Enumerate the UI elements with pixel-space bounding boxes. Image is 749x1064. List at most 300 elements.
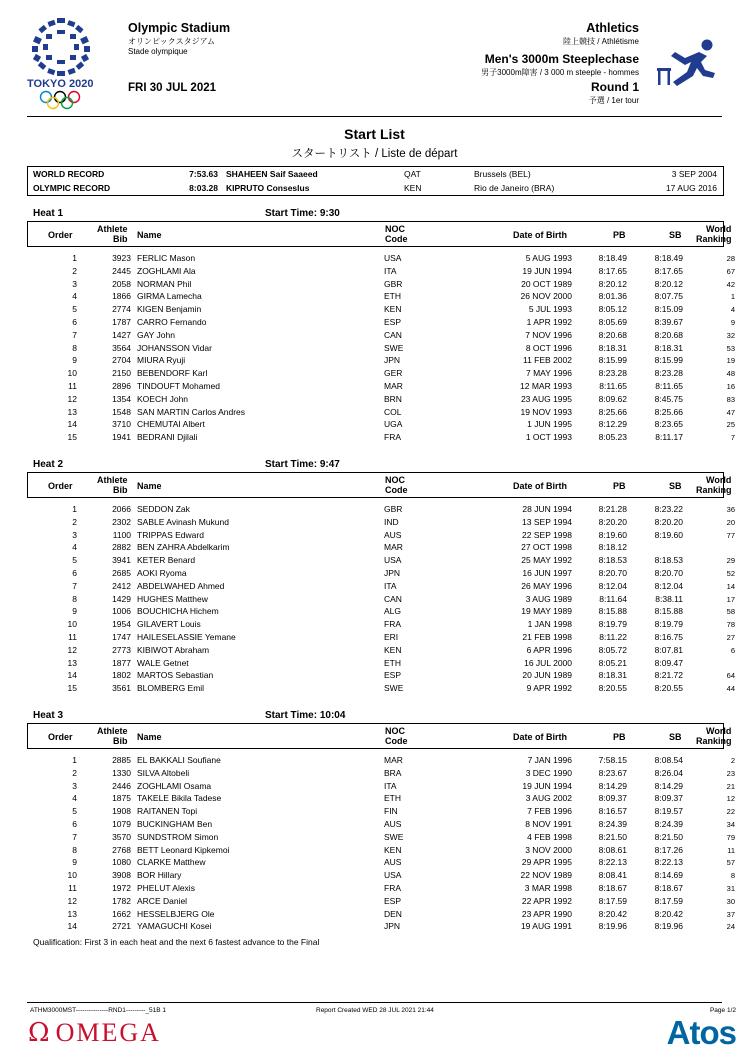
column-athlete: Athlete	[97, 726, 128, 736]
cell-rank: 30	[726, 896, 735, 906]
qualification-note: Qualification: First 3 in each heat and the next 6 fastest advance to the Final	[33, 937, 320, 947]
cell-order: 5	[72, 806, 77, 817]
cell-dob: 22 SEP 1998	[522, 529, 572, 540]
cell-bib: 1429	[112, 593, 131, 604]
table-row	[27, 670, 735, 683]
cell-rank: 19	[726, 356, 735, 366]
cell-dob: 3 MAR 1998	[524, 883, 572, 893]
cell-bib: 1787	[112, 317, 131, 327]
column-order: Order	[48, 230, 73, 240]
cell-sb: 8:14.29	[654, 780, 683, 791]
record-holder: KIPRUTO Conseslus	[226, 183, 310, 193]
cell-order: 8	[72, 593, 77, 604]
round-name-sub: 予選 / 1er tour	[588, 96, 639, 105]
omega-symbol-icon: Ω	[28, 1018, 50, 1048]
table-row	[27, 419, 735, 432]
round-name: Round 1	[591, 80, 639, 94]
column-order: Order	[48, 481, 73, 491]
cell-rank: 4	[730, 305, 735, 315]
event-name-sub: 男子3000m障害 / 3 000 m steeple - hommes	[481, 68, 639, 77]
cell-rank: 58	[726, 607, 735, 617]
cell-bib: 2896	[112, 381, 131, 391]
cell-pb: 8:24.39	[598, 819, 627, 829]
cell-name: CLARKE Matthew	[137, 857, 206, 868]
record-place: Brussels (BEL)	[474, 169, 531, 179]
cell-pb: 8:25.66	[598, 406, 627, 417]
cell-dob: 27 OCT 1998	[521, 542, 572, 553]
cell-noc: UGA	[384, 419, 403, 430]
cell-pb: 8:05.21	[598, 657, 627, 668]
cell-pb: 8:23.28	[598, 368, 627, 379]
cell-pb: 7:58.15	[598, 755, 627, 765]
column-noc: NOC	[385, 475, 405, 485]
cell-bib: 1330	[112, 767, 131, 778]
cell-pb: 8:20.42	[598, 908, 627, 919]
cell-sb: 8:23.22	[654, 504, 683, 514]
cell-sb: 8:19.96	[654, 921, 683, 932]
cell-sb: 8:21.72	[654, 670, 683, 681]
cell-order: 5	[72, 304, 77, 315]
column-name: Name	[137, 732, 162, 742]
cell-noc: MAR	[384, 542, 403, 553]
heat-table-header	[27, 221, 732, 247]
column-sb: SB	[669, 230, 682, 240]
cell-bib: 2058	[112, 278, 131, 289]
cell-order: 3	[72, 278, 77, 289]
cell-dob: 3 DEC 1990	[525, 767, 572, 778]
table-row	[27, 580, 735, 594]
cell-sb: 8:18.49	[654, 253, 683, 263]
cell-rank: 42	[726, 279, 735, 289]
cell-noc: ERI	[384, 632, 399, 642]
cell-bib: 2774	[112, 304, 131, 315]
cell-rank: 27	[726, 633, 735, 642]
cell-order: 9	[72, 355, 77, 366]
table-row	[27, 857, 735, 870]
table-row	[27, 644, 735, 658]
cell-noc: MAR	[384, 381, 403, 391]
cell-dob: 19 JUN 1994	[522, 780, 572, 791]
cell-order: 11	[68, 632, 77, 642]
cell-dob: 6 APR 1996	[526, 644, 572, 655]
cell-order: 8	[72, 342, 77, 353]
cell-name: CARRO Fernando	[137, 317, 207, 327]
cell-sb: 8:12.04	[654, 580, 683, 591]
records-box	[27, 166, 724, 196]
venue-name-fr: Stade olympique	[128, 47, 188, 56]
cell-rank: 1	[730, 292, 735, 302]
cell-pb: 8:21.28	[598, 504, 627, 514]
cell-rank: 79	[726, 832, 735, 842]
cell-dob: 20 JUN 1989	[522, 670, 572, 681]
column-noc: NOC	[385, 224, 405, 234]
cell-name: BLOMBERG Emil	[137, 683, 205, 694]
cell-order: 12	[67, 393, 77, 404]
tokyo-2020-emblem	[30, 16, 92, 78]
event-name: Men's 3000m Steeplechase	[484, 52, 639, 66]
cell-pb: 8:05.12	[598, 304, 627, 315]
cell-noc: KEN	[384, 644, 402, 655]
cell-name: BEN ZAHRA Abdelkarim	[137, 542, 230, 553]
cell-name: KIGEN Benjamin	[137, 304, 202, 315]
cell-pb: 8:15.88	[598, 606, 627, 617]
cell-rank: 67	[726, 266, 735, 276]
table-row	[27, 393, 735, 407]
heat-label: Heat 2	[33, 459, 64, 470]
cell-pb: 8:20.68	[598, 329, 627, 340]
omega-logo	[28, 1018, 161, 1048]
cell-name: HAILESELASSIE Yemane	[137, 632, 236, 642]
cell-noc: KEN	[384, 844, 402, 855]
cell-pb: 8:14.29	[598, 780, 627, 791]
table-row	[27, 253, 735, 266]
table-row	[27, 291, 735, 304]
cell-order: 2	[72, 265, 77, 276]
cell-bib: 1972	[112, 883, 131, 893]
cell-name: SEDDON Zak	[137, 504, 190, 514]
cell-rank: 53	[726, 343, 735, 353]
cell-order: 6	[72, 819, 77, 829]
cell-name: YAMAGUCHI Kosei	[137, 921, 212, 932]
cell-order: 13	[67, 908, 77, 919]
table-row	[27, 908, 735, 922]
table-row	[27, 606, 735, 619]
cell-dob: 20 OCT 1989	[521, 278, 572, 289]
header-rule	[27, 116, 722, 117]
table-row	[27, 921, 735, 934]
cell-sb: 8:17.26	[654, 844, 683, 855]
heat-label: Heat 3	[33, 710, 64, 721]
cell-noc: AUS	[384, 857, 402, 868]
olympic-record-row	[28, 181, 723, 195]
cell-sb: 8:11.65	[655, 381, 683, 391]
heat-table-header	[27, 723, 732, 749]
cell-rank: 24	[726, 922, 735, 932]
cell-order: 13	[67, 657, 77, 668]
cell-pb: 8:23.67	[598, 767, 627, 778]
cell-sb: 8:08.54	[654, 755, 683, 765]
cell-order: 12	[67, 895, 77, 906]
cell-pb: 8:18.67	[598, 883, 627, 893]
table-row	[27, 883, 735, 896]
column-code: Code	[385, 234, 408, 244]
steeplechase-pictogram-icon	[655, 38, 723, 93]
cell-pb: 8:15.99	[598, 355, 627, 366]
cell-rank: 36	[726, 505, 735, 514]
cell-rank: 77	[726, 530, 735, 540]
cell-bib: 1954	[112, 619, 131, 630]
cell-order: 15	[67, 432, 77, 443]
cell-dob: 7 FEB 1996	[527, 806, 572, 817]
cell-bib: 2773	[112, 644, 131, 655]
cell-bib: 1802	[112, 670, 131, 681]
cell-sb: 8:20.68	[654, 329, 683, 340]
column-pb: PB	[613, 732, 626, 742]
cell-pb: 8:09.37	[598, 793, 627, 804]
cell-order: 7	[72, 580, 77, 591]
cell-rank: 44	[726, 684, 735, 694]
cell-pb: 8:05.72	[598, 644, 627, 655]
cell-dob: 19 NOV 1993	[520, 406, 572, 417]
cell-bib: 1100	[112, 529, 131, 540]
cell-pb: 8:18.12	[598, 542, 627, 553]
cell-bib: 1006	[112, 606, 131, 617]
cell-pb: 8:09.62	[598, 393, 627, 404]
cell-noc: ALG	[384, 606, 402, 617]
heat-label: Heat 1	[33, 208, 64, 219]
cell-noc: JPN	[384, 921, 401, 932]
cell-order: 4	[72, 291, 77, 302]
cell-name: ZOGHLAMI Ala	[137, 265, 196, 276]
column-pb: PB	[613, 230, 626, 240]
record-label: OLYMPIC RECORD	[33, 183, 111, 193]
cell-sb: 8:16.75	[654, 632, 683, 642]
cell-noc: FRA	[384, 883, 401, 893]
report-code: ATHM3000MST---------------RND1---------_51B 1	[30, 1007, 167, 1014]
cell-name: BOR Hillary	[137, 870, 182, 881]
cell-bib: 3923	[112, 253, 131, 263]
cell-name: BEDRANI Djilali	[137, 432, 198, 443]
cell-pb: 8:05.69	[598, 317, 627, 327]
table-row	[27, 755, 735, 768]
table-row	[27, 683, 735, 696]
cell-bib: 2885	[112, 755, 131, 765]
cell-rank: 12	[726, 794, 735, 804]
heat-start-time: Start Time: 9:30	[265, 208, 340, 219]
column-ranking: Ranking	[696, 234, 732, 244]
column-sb: SB	[669, 481, 682, 491]
cell-rank: 29	[726, 556, 735, 566]
column-order: Order	[48, 732, 73, 742]
column-bib: Bib	[113, 234, 128, 244]
cell-name: CHEMUTAI Albert	[137, 419, 205, 430]
cell-name: JOHANSSON Vidar	[137, 342, 212, 353]
table-row	[27, 555, 735, 568]
cell-order: 11	[68, 381, 77, 391]
cell-noc: BRA	[384, 767, 402, 778]
cell-sb: 8:18.67	[654, 883, 683, 893]
cell-name: ARCE Daniel	[137, 895, 188, 906]
table-row	[27, 329, 735, 343]
cell-pb: 8:05.23	[598, 432, 627, 443]
cell-name: GAY John	[137, 329, 175, 340]
cell-order: 6	[72, 317, 77, 327]
cell-bib: 1941	[112, 432, 131, 443]
cell-noc: KEN	[384, 304, 402, 315]
cell-noc: ETH	[384, 291, 401, 302]
cell-order: 2	[72, 767, 77, 778]
cell-rank: 25	[726, 420, 735, 430]
cell-sb: 8:09.37	[654, 793, 683, 804]
cell-dob: 19 AUG 1991	[520, 921, 572, 932]
cell-sb: 8:11.17	[655, 432, 683, 443]
cell-pb: 8:18.31	[598, 342, 627, 353]
column-bib: Bib	[113, 485, 128, 495]
cell-dob: 21 FEB 1998	[522, 632, 572, 642]
column-pb: PB	[613, 481, 626, 491]
cell-rank: 11	[727, 845, 735, 855]
cell-sb: 8:21.50	[654, 831, 683, 842]
cell-bib: 3570	[112, 831, 131, 842]
venue-name-ja: オリンピックスタジアム	[128, 37, 216, 46]
cell-pb: 8:19.79	[598, 619, 627, 630]
column-dob: Date of Birth	[513, 732, 567, 742]
table-row	[27, 265, 735, 279]
cell-name: GILAVERT Louis	[137, 619, 201, 630]
sport-name-sub: 陸上競技 / Athlétisme	[562, 37, 639, 46]
heat-table-header	[27, 472, 732, 498]
cell-dob: 3 AUG 1989	[525, 593, 572, 604]
cell-name: SAN MARTIN Carlos Andres	[137, 406, 246, 417]
cell-sb: 8:25.66	[654, 406, 683, 417]
cell-sb: 8:14.69	[654, 870, 683, 881]
cell-dob: 13 SEP 1994	[522, 516, 572, 527]
table-row	[27, 806, 735, 819]
cell-noc: SWE	[384, 683, 404, 694]
cell-order: 8	[72, 844, 77, 855]
cell-sb: 8:24.39	[654, 819, 683, 829]
record-label: WORLD RECORD	[33, 169, 105, 179]
cell-pb: 8:22.13	[598, 857, 627, 868]
table-row	[27, 568, 735, 581]
record-noc: KEN	[404, 183, 422, 193]
cell-rank: 6	[730, 645, 735, 655]
cell-name: KETER Benard	[137, 555, 196, 566]
cell-order: 10	[67, 619, 77, 630]
omega-wordmark: OMEGA	[55, 1018, 161, 1047]
cell-pb: 8:20.55	[598, 683, 627, 694]
cell-bib: 1908	[112, 806, 131, 817]
table-row	[27, 619, 735, 632]
cell-sb: 8:20.20	[654, 516, 683, 527]
cell-name: KOECH John	[137, 393, 189, 404]
cell-rank: 57	[726, 858, 735, 868]
cell-pb: 8:01.36	[598, 291, 627, 302]
cell-noc: CAN	[384, 329, 402, 340]
venue-name: Olympic Stadium	[128, 21, 231, 35]
cell-bib: 2066	[112, 504, 131, 514]
cell-rank: 2	[730, 756, 735, 765]
heat-start-time: Start Time: 9:47	[265, 459, 340, 470]
cell-pb: 8:20.12	[598, 278, 627, 289]
cell-name: GIRMA Lamecha	[137, 291, 202, 302]
cell-noc: JPN	[384, 568, 401, 578]
cell-pb: 8:11.22	[599, 632, 627, 642]
cell-order: 10	[67, 368, 77, 379]
cell-sb: 8:19.60	[654, 529, 683, 540]
cell-order: 14	[67, 921, 77, 932]
cell-rank: 22	[726, 807, 735, 817]
cell-pb: 8:17.65	[598, 265, 627, 276]
cell-bib: 1747	[112, 632, 131, 642]
table-row	[27, 406, 735, 420]
cell-bib: 1875	[112, 793, 131, 804]
cell-order: 1	[72, 755, 77, 765]
cell-noc: MAR	[384, 755, 403, 765]
cell-noc: USA	[384, 555, 402, 566]
cell-name: TRIPPAS Edward	[137, 529, 204, 540]
column-name: Name	[137, 481, 162, 491]
cell-noc: SWE	[384, 831, 404, 842]
cell-order: 13	[67, 406, 77, 417]
cell-bib: 1877	[112, 657, 131, 668]
cell-bib: 1662	[112, 908, 131, 919]
cell-sb: 8:15.99	[654, 355, 683, 366]
cell-dob: 16 JUN 1997	[522, 568, 572, 578]
cell-rank: 7	[730, 433, 735, 443]
cell-rank: 21	[726, 781, 735, 791]
table-row	[27, 767, 735, 781]
cell-order: 10	[67, 870, 77, 881]
table-row	[27, 516, 735, 530]
table-row	[27, 870, 735, 883]
cell-pb: 8:20.20	[598, 516, 627, 527]
cell-order: 3	[72, 780, 77, 791]
cell-rank: 28	[726, 254, 735, 263]
cell-bib: 3941	[112, 555, 131, 566]
table-row	[27, 632, 735, 645]
cell-sb: 8:38.11	[655, 593, 683, 604]
cell-dob: 28 JUN 1994	[522, 504, 572, 514]
cell-order: 4	[72, 793, 77, 804]
table-row	[27, 542, 722, 555]
cell-noc: ITA	[384, 780, 397, 791]
cell-dob: 8 NOV 1991	[525, 819, 572, 829]
cell-bib: 2445	[112, 265, 131, 276]
cell-sb: 8:17.65	[654, 265, 683, 276]
cell-pb: 8:12.29	[598, 419, 627, 430]
page-subtitle: スタートリスト / Liste de départ	[291, 148, 458, 160]
cell-rank: 34	[726, 820, 735, 829]
table-row	[27, 593, 735, 607]
cell-dob: 1 OCT 1993	[525, 432, 572, 443]
cell-sb: 8:07.75	[654, 291, 683, 302]
cell-noc: ESP	[384, 670, 402, 681]
cell-sb: 8:45.75	[654, 393, 683, 404]
heat-start-time: Start Time: 10:04	[265, 710, 346, 721]
table-row	[27, 819, 735, 832]
table-row	[27, 658, 722, 671]
cell-bib: 2302	[112, 516, 131, 527]
column-ranking: Ranking	[696, 485, 732, 495]
cell-order: 15	[67, 683, 77, 694]
cell-pb: 8:20.70	[598, 568, 627, 578]
cell-noc: GBR	[384, 278, 403, 289]
cell-dob: 19 JUN 1994	[522, 265, 572, 276]
cell-noc: ETH	[384, 793, 401, 804]
cell-rank: 17	[726, 594, 735, 604]
cell-order: 4	[72, 542, 77, 553]
event-date: FRI 30 JUL 2021	[128, 82, 217, 94]
cell-dob: 11 FEB 2002	[523, 355, 572, 366]
table-row	[27, 278, 735, 292]
cell-sb: 8:15.09	[654, 304, 683, 315]
cell-bib: 1079	[112, 819, 131, 829]
cell-bib: 1080	[112, 857, 131, 868]
table-row	[27, 895, 735, 909]
cell-dob: 19 MAY 1989	[521, 606, 572, 617]
world-record-row	[28, 167, 723, 181]
cell-sb: 8:22.13	[654, 857, 683, 868]
column-dob: Date of Birth	[513, 481, 567, 491]
cell-bib: 1782	[112, 895, 131, 906]
cell-sb: 8:20.42	[654, 908, 683, 919]
cell-noc: DEN	[384, 908, 402, 919]
cell-name: MARTOS Sebastian	[137, 670, 214, 681]
cell-dob: 3 NOV 2000	[525, 844, 572, 855]
record-time: 7:53.63	[189, 169, 218, 179]
column-noc: NOC	[385, 726, 405, 736]
